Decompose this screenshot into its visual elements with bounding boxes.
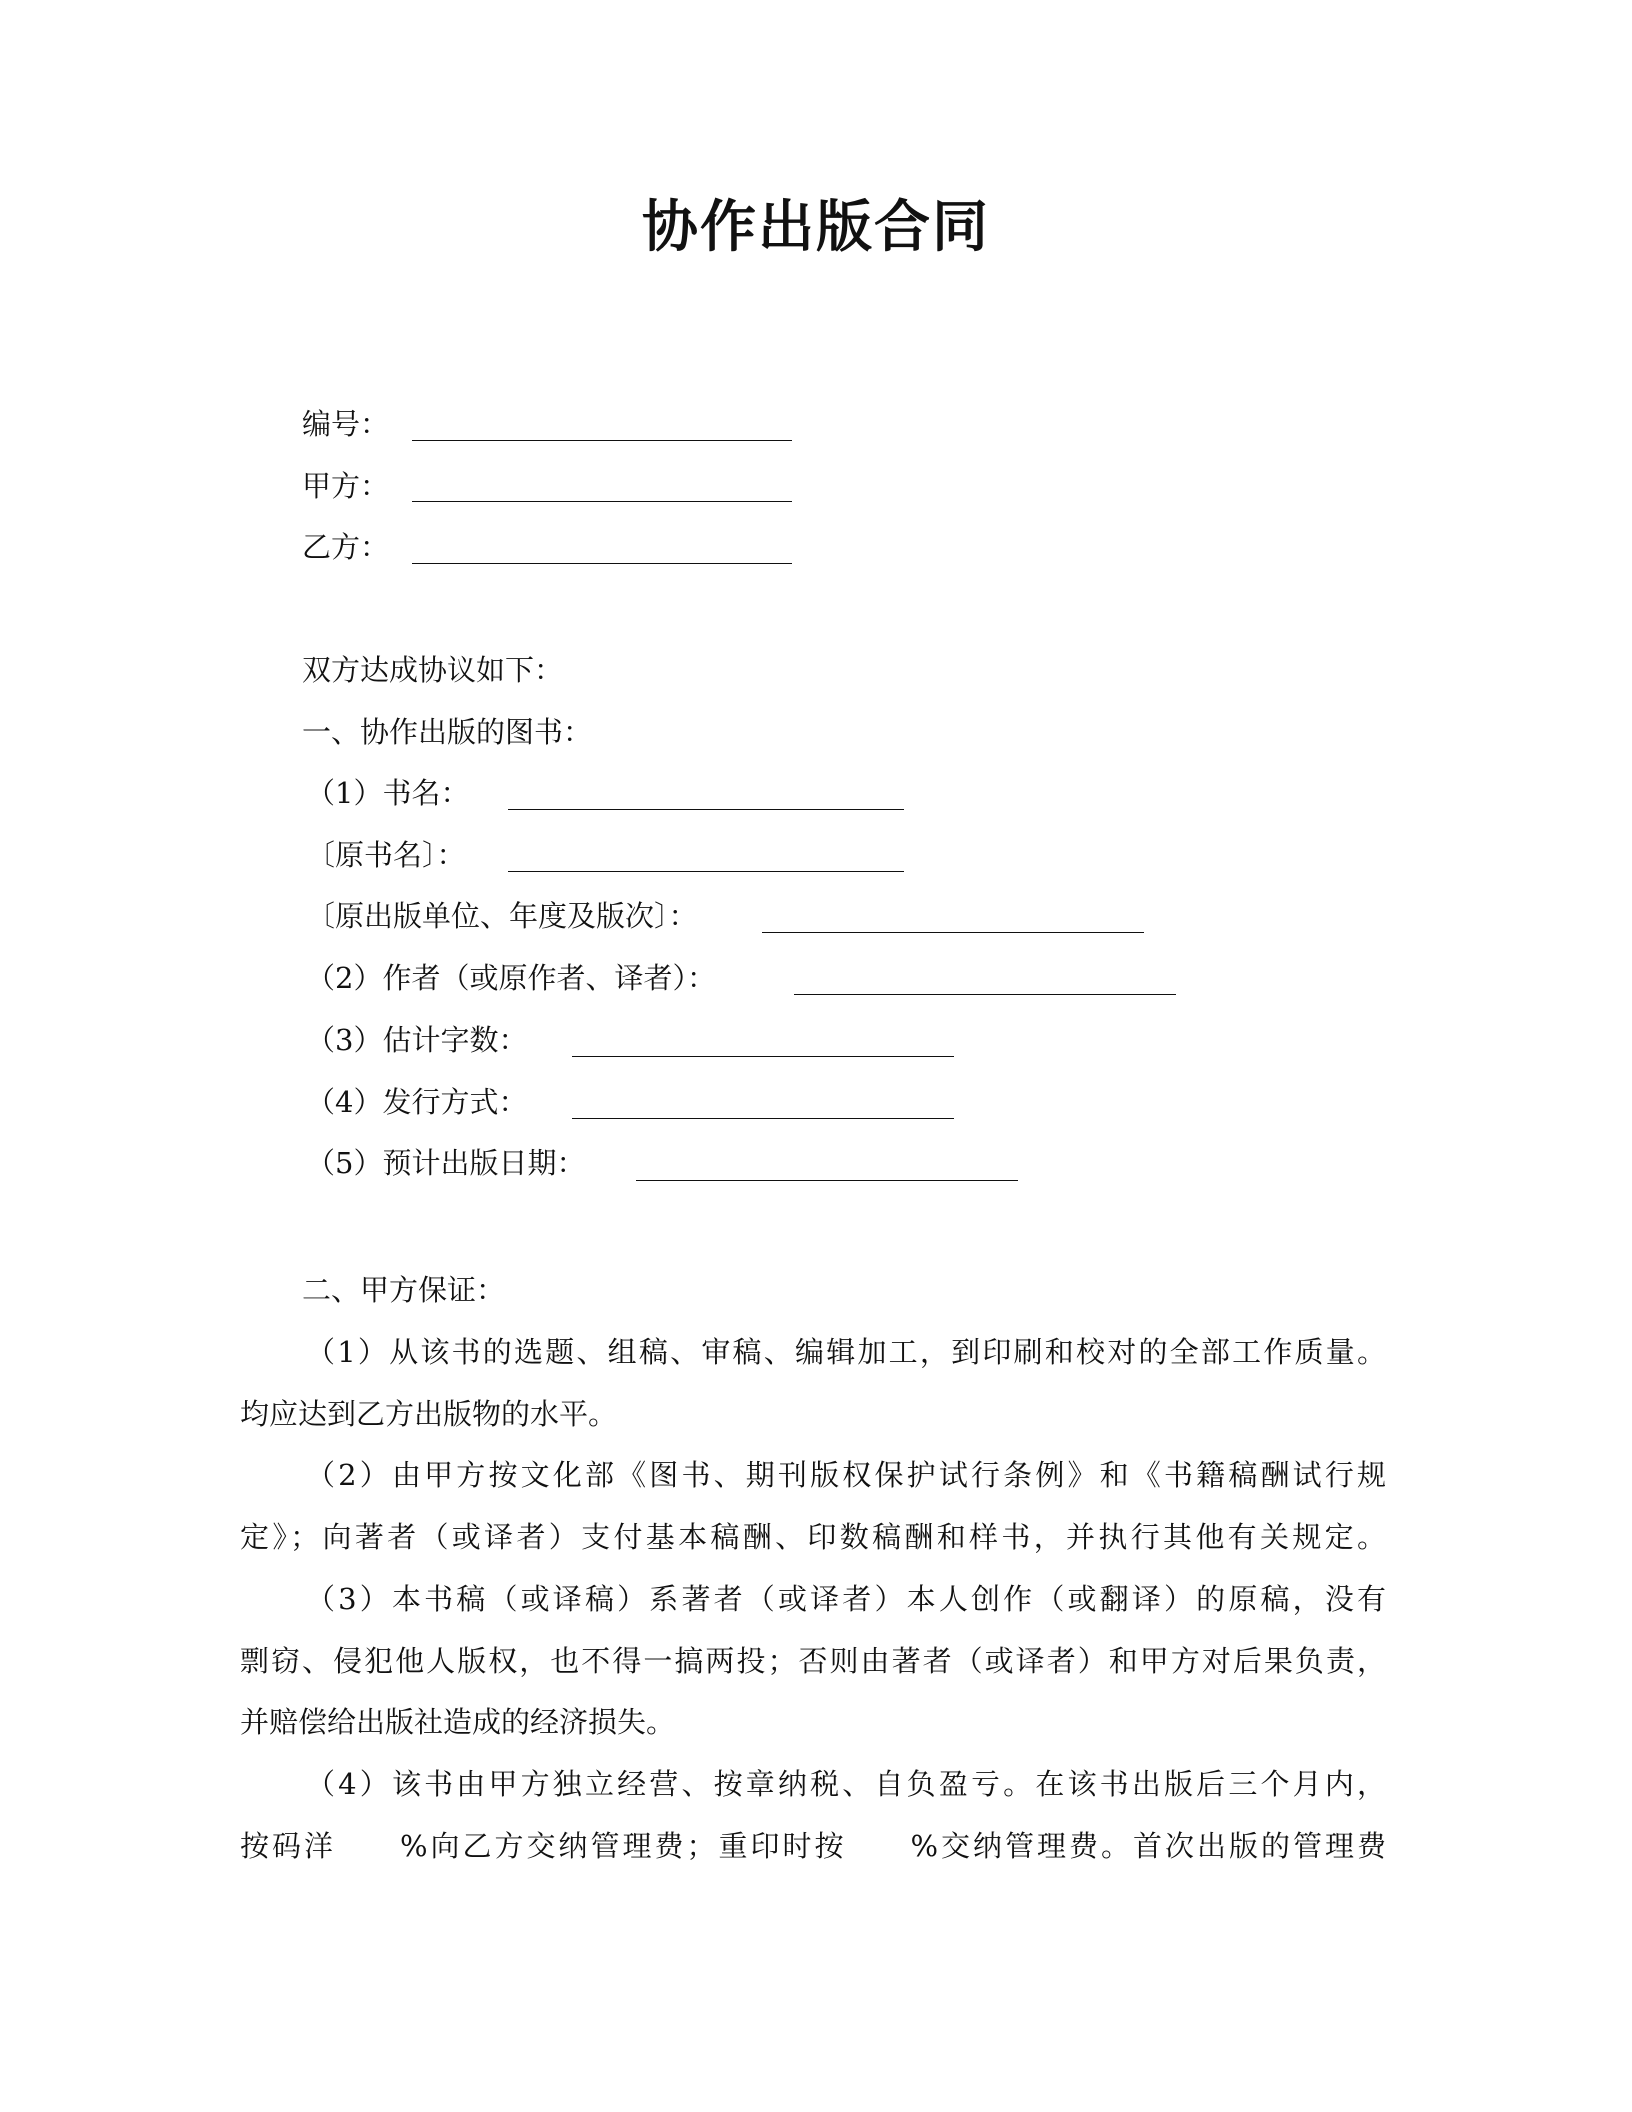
- original-publisher-label: 〔原出版单位、年度及版次〕：: [306, 899, 698, 933]
- clause-4-line-1: （4）该书由甲方独立经营、按章纳税、自负盈亏。在该书出版后三个月内，: [306, 1767, 1386, 1801]
- clause-3-line-2: 剽窃、侵犯他人版权，也不得一搞两投；否则由著者（或译者）和甲方对后果负责，: [240, 1644, 1386, 1678]
- clause-1-line-1: （1）从该书的选题、组稿、审稿、编辑加工，到印刷和校对的全部工作质量。: [306, 1335, 1386, 1369]
- original-publisher-blank[interactable]: [762, 932, 1144, 933]
- field-label-party-b: 乙方：: [302, 530, 390, 564]
- original-title-blank[interactable]: [508, 871, 904, 872]
- distribution-blank[interactable]: [572, 1118, 954, 1119]
- clause-2-line-2: 定》；向著者（或译者）支付基本稿酬、印数稿酬和样书，并执行其他有关规定。: [240, 1520, 1386, 1554]
- document-title: 协作出版合同: [642, 195, 990, 260]
- book-title-label: （1）书名：: [306, 776, 470, 810]
- section1-heading: 一、协作出版的图书：: [302, 715, 593, 749]
- clause-3-line-1: （3）本书稿（或译稿）系著者（或译者）本人创作（或翻译）的原稿，没有: [306, 1582, 1386, 1616]
- field-blank-party-b[interactable]: [412, 563, 792, 564]
- author-label: （2）作者（或原作者、译者）：: [306, 961, 716, 995]
- clause-4-line-2: 按码洋 %向乙方交纳管理费；重印时按 %交纳管理费。首次出版的管理费: [240, 1829, 1386, 1863]
- publish-date-label: （5）预计出版日期：: [306, 1146, 586, 1180]
- clause-2-line-1: （2）由甲方按文化部《图书、期刊版权保护试行条例》和《书籍稿酬试行规: [306, 1458, 1386, 1492]
- field-blank-number[interactable]: [412, 440, 792, 441]
- word-count-blank[interactable]: [572, 1056, 954, 1057]
- original-title-label: 〔原书名〕：: [306, 838, 466, 872]
- book-title-blank[interactable]: [508, 809, 904, 810]
- distribution-label: （4）发行方式：: [306, 1085, 528, 1119]
- publish-date-blank[interactable]: [636, 1180, 1018, 1181]
- intro-text: 双方达成协议如下：: [302, 653, 564, 687]
- section2-heading: 二、甲方保证：: [302, 1273, 506, 1307]
- word-count-label: （3）估计字数：: [306, 1023, 528, 1057]
- clause-3-line-3: 并赔偿给出版社造成的经济损失。: [240, 1705, 676, 1739]
- field-label-party-a: 甲方：: [302, 469, 390, 503]
- author-blank[interactable]: [794, 994, 1176, 995]
- field-blank-party-a[interactable]: [412, 501, 792, 502]
- clause-1-line-2: 均应达到乙方出版物的水平。: [240, 1397, 618, 1431]
- field-label-number: 编号：: [302, 407, 390, 441]
